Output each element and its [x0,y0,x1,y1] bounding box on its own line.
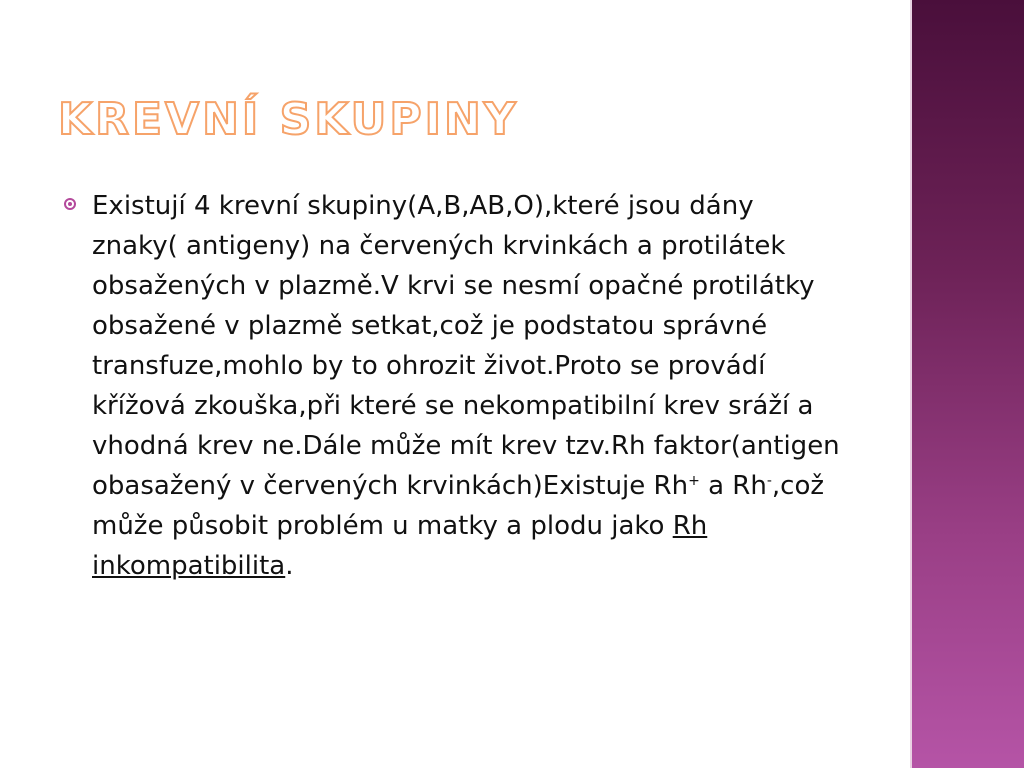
bullet-text-part2: a Rh [699,471,767,501]
side-decorative-band [912,0,1024,768]
circle-bullet-icon [64,198,76,210]
rh-minus-superscript: - [766,473,772,489]
bullet-text-part1: Existují 4 krevní skupiny(A,B,AB,O),které jsou dány znaky( antigeny) na červených krvinkách a protilátek obsažených v plazmě.V krvi se nesmí opačné protilátky obsažené v plazmě setkat,což je podstatou správné transfuze,mohlo by to ohrozit život.Proto se provádí křížová zkouška,při které se nekompatibilní krev sráží a vhodná krev ne.Dále může mít krev tzv.Rh faktor(antigen obasažený v červených krvinkách)Existuje Rh [92,191,840,501]
rh-inkompatibilita-link[interactable]: Rh inkompatibilita [92,511,708,581]
rh-plus-superscript: + [688,473,700,489]
bullet-text-part3: ,což může působit problém u matky a plodu jako [92,471,825,541]
slide-title: KREVNÍ SKUPINY [58,94,519,145]
content-area [64,186,844,586]
bullet-item [64,186,844,586]
bullet-text-end: . [285,551,294,581]
bullet-text [92,191,840,581]
